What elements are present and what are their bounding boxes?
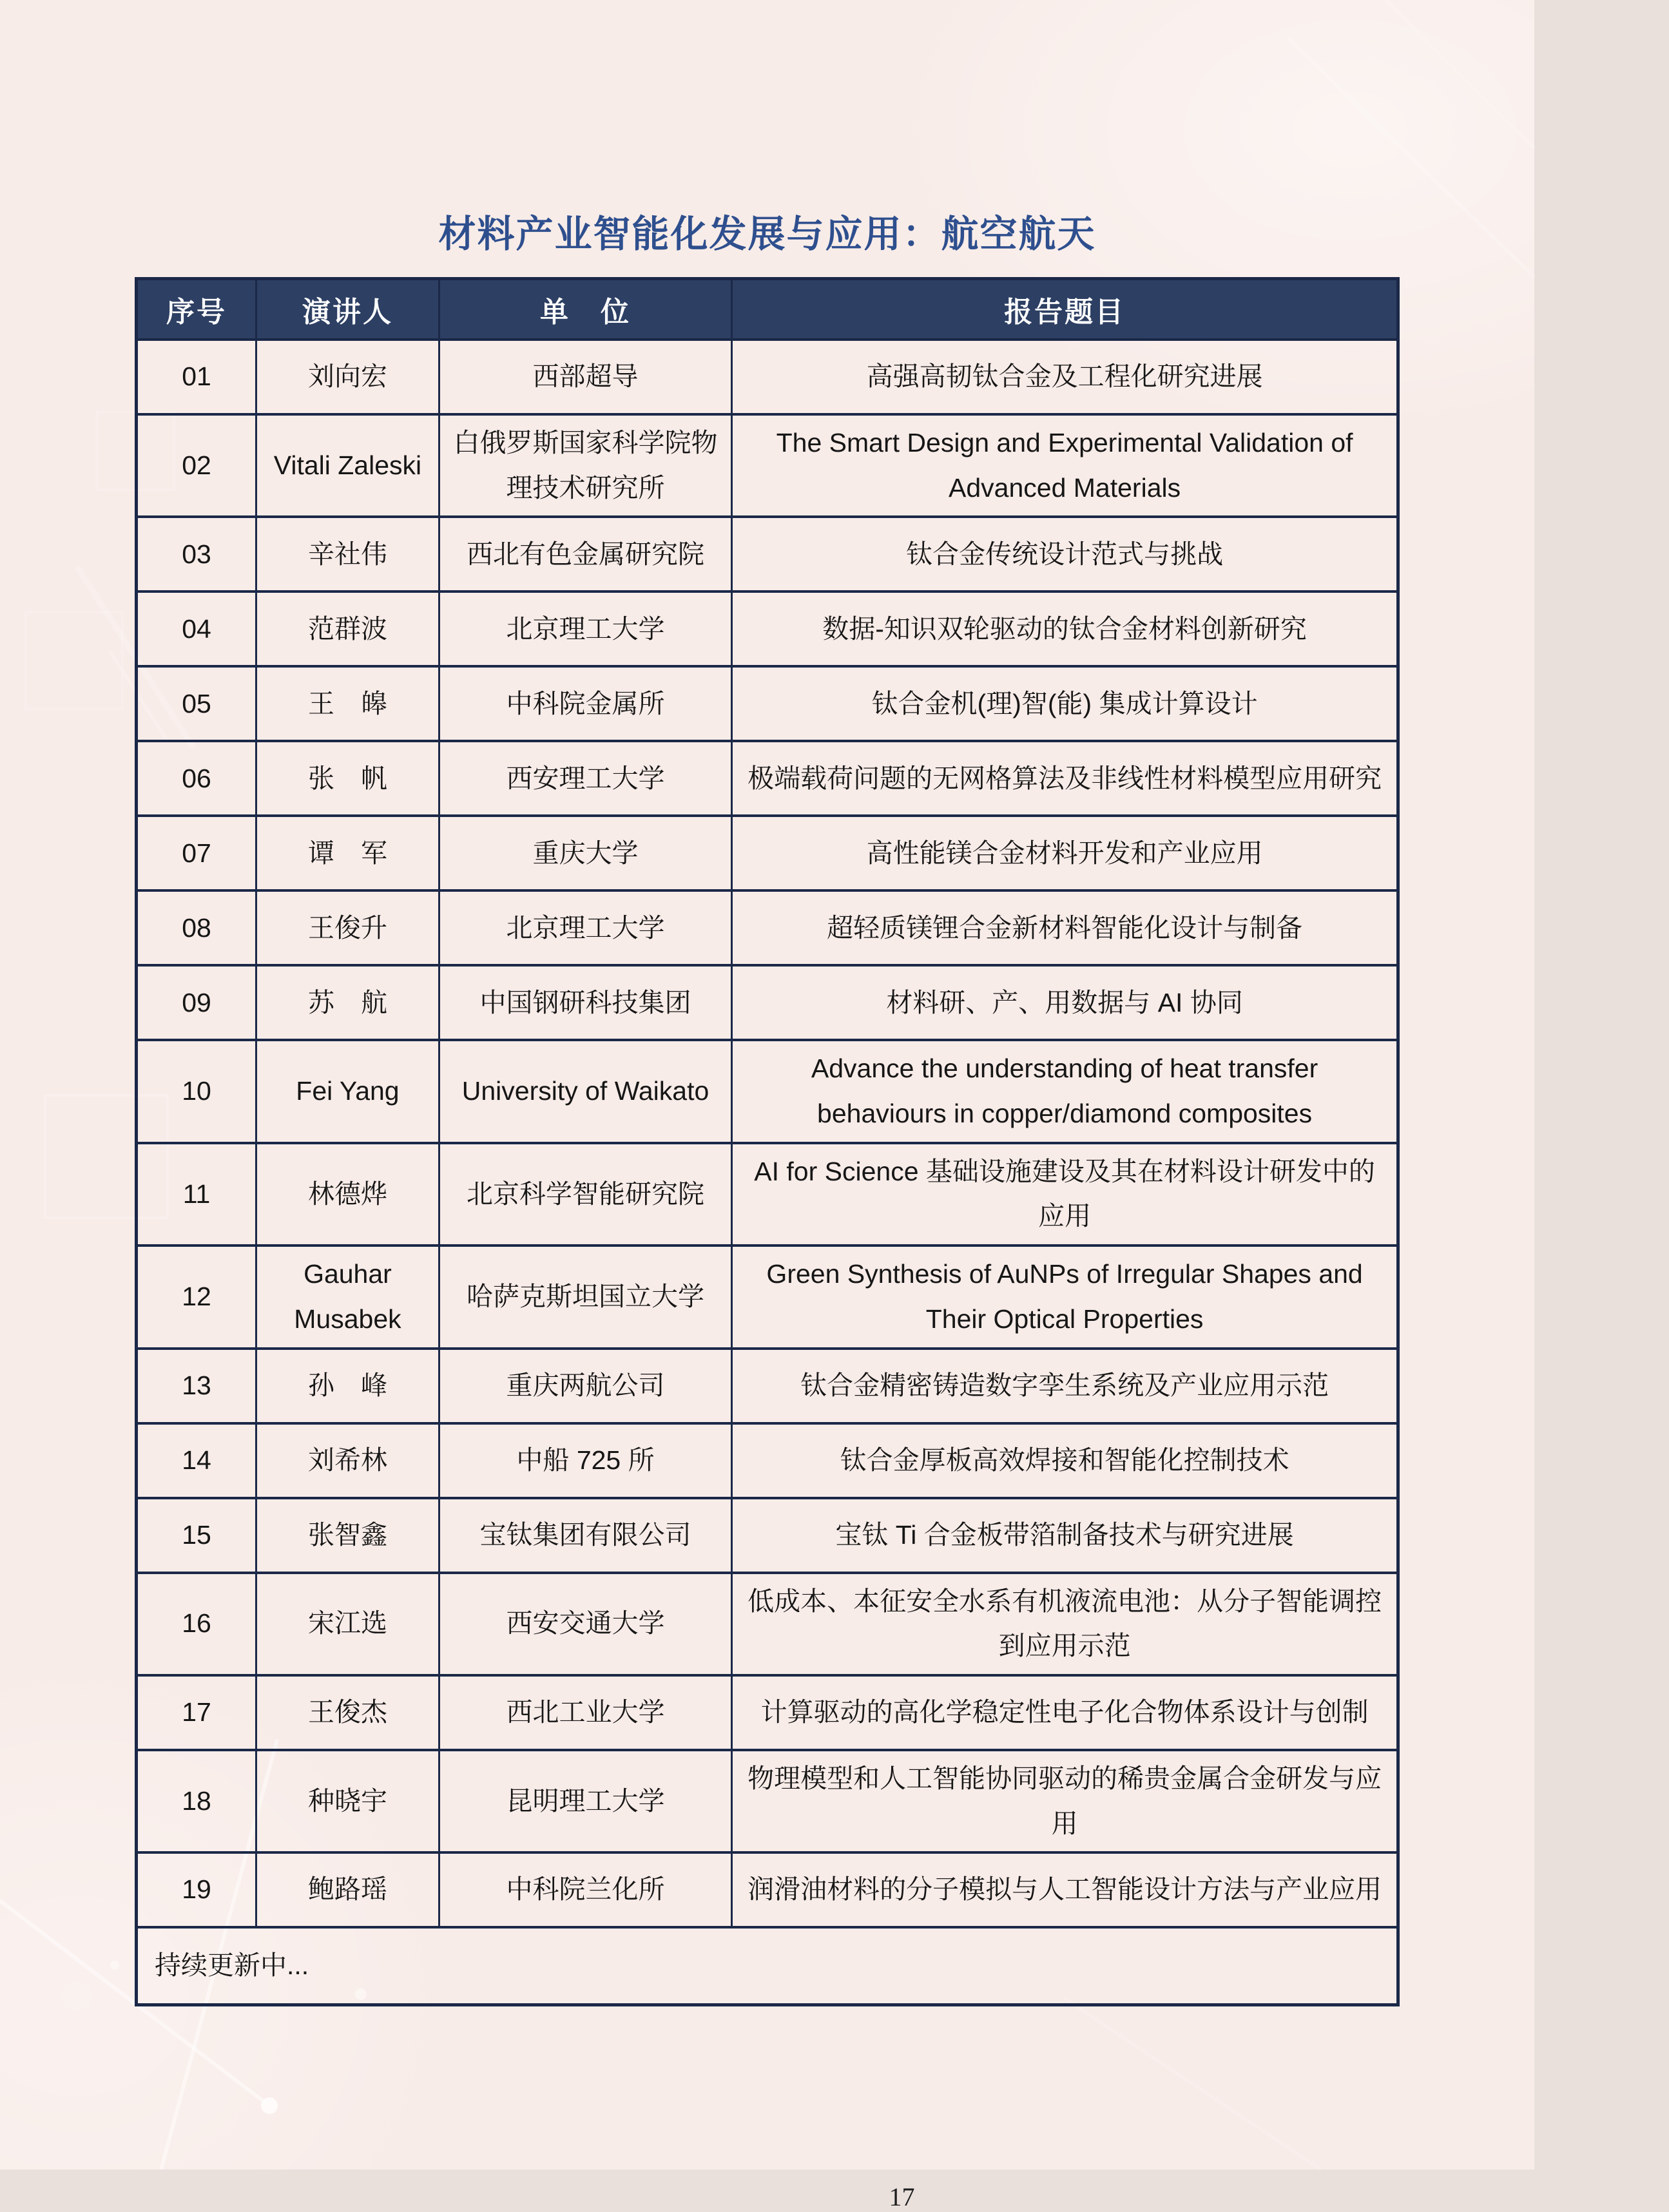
table-row	[137, 1423, 1398, 1498]
row-number-cell: 12	[137, 1245, 256, 1348]
topic-cell: 超轻质镁锂合金新材料智能化设计与制备	[732, 890, 1398, 965]
page-title: 材料产业智能化发展与应用：航空航天	[438, 213, 1096, 255]
speaker-cell: 苏 航	[256, 965, 439, 1040]
topic-cell: 高强高韧钛合金及工程化研究进展	[732, 340, 1398, 414]
speaker-cell: 王 皞	[256, 666, 439, 741]
speaker-cell: 刘向宏	[256, 340, 439, 414]
org-cell: 中船 725 所	[439, 1423, 731, 1498]
footer-note: 持续更新中...	[137, 1927, 1398, 2005]
table-row	[137, 1852, 1398, 1927]
table-footer-row	[137, 1927, 1398, 2005]
org-cell: 白俄罗斯国家科学院物理技术研究所	[439, 414, 731, 517]
row-number-cell: 19	[137, 1852, 256, 1927]
org-cell: University of Waikato	[439, 1040, 731, 1142]
table-row	[137, 1143, 1398, 1245]
topic-cell: 钛合金厚板高效焊接和智能化控制技术	[732, 1423, 1398, 1498]
speaker-cell: 辛社伟	[256, 517, 439, 591]
org-cell: 哈萨克斯坦国立大学	[439, 1245, 731, 1348]
topic-cell: 钛合金精密铸造数字孪生系统及产业应用示范	[732, 1349, 1398, 1423]
speaker-cell: 孙 峰	[256, 1349, 439, 1423]
speaker-cell: 林德烨	[256, 1143, 439, 1245]
org-cell: 中国钢研科技集团	[439, 965, 731, 1040]
col-header-speaker: 演讲人	[256, 279, 439, 340]
topic-cell: AI for Science 基础设施建设及其在材料设计研发中的应用	[732, 1143, 1398, 1245]
table-header-row	[137, 279, 1398, 340]
row-number-cell: 01	[137, 340, 256, 414]
topic-cell: 物理模型和人工智能协同驱动的稀贵金属合金研发与应用	[732, 1750, 1398, 1852]
org-cell: 宝钛集团有限公司	[439, 1498, 731, 1573]
table-row	[137, 1349, 1398, 1423]
row-number-cell: 15	[137, 1498, 256, 1573]
table-row	[137, 340, 1398, 414]
speaker-cell: 宋江选	[256, 1573, 439, 1675]
col-header-topic: 报告题目	[732, 279, 1398, 340]
topic-cell: 计算驱动的高化学稳定性电子化合物体系设计与创制	[732, 1675, 1398, 1750]
topic-cell: The Smart Design and Experimental Validation of Advanced Materials	[732, 414, 1398, 517]
row-number-cell: 10	[137, 1040, 256, 1142]
row-number-cell: 06	[137, 741, 256, 816]
row-number-cell: 13	[137, 1349, 256, 1423]
speaker-cell: Fei Yang	[256, 1040, 439, 1142]
table-row	[137, 1573, 1398, 1675]
org-cell: 中科院金属所	[439, 666, 731, 741]
speaker-cell: 刘希林	[256, 1423, 439, 1498]
org-cell: 北京科学智能研究院	[439, 1143, 731, 1245]
table-row	[137, 1750, 1398, 1852]
table-row	[137, 741, 1398, 816]
org-cell: 西部超导	[439, 340, 731, 414]
row-number-cell: 09	[137, 965, 256, 1040]
speaker-cell: 种晓宇	[256, 1750, 439, 1852]
table-row	[137, 1245, 1398, 1348]
table-body	[137, 340, 1398, 1927]
row-number-cell: 03	[137, 517, 256, 591]
topic-cell: 钛合金传统设计范式与挑战	[732, 517, 1398, 591]
table-row	[137, 1675, 1398, 1750]
program-section	[135, 204, 1400, 2211]
topic-cell: 材料研、产、用数据与 AI 协同	[732, 965, 1398, 1040]
speaker-cell: Vitali Zaleski	[256, 414, 439, 517]
topic-cell: Green Synthesis of AuNPs of Irregular Shapes and Their Optical Properties	[732, 1245, 1398, 1348]
row-number-cell: 05	[137, 666, 256, 741]
topic-cell: 润滑油材料的分子模拟与人工智能设计方法与产业应用	[732, 1852, 1398, 1927]
speaker-cell: 鲍路瑶	[256, 1852, 439, 1927]
org-cell: 西安理工大学	[439, 741, 731, 816]
topic-cell: 高性能镁合金材料开发和产业应用	[732, 816, 1398, 890]
org-cell: 北京理工大学	[439, 890, 731, 965]
row-number-cell: 02	[137, 414, 256, 517]
topic-cell: 极端载荷问题的无网格算法及非线性材料模型应用研究	[732, 741, 1398, 816]
org-cell: 重庆大学	[439, 816, 731, 890]
table-row	[137, 890, 1398, 965]
page-number: 17	[889, 2182, 915, 2211]
row-number-cell: 14	[137, 1423, 256, 1498]
topic-cell: 宝钛 Ti 合金板带箔制备技术与研究进展	[732, 1498, 1398, 1573]
topic-cell: 低成本、本征安全水系有机液流电池：从分子智能调控到应用示范	[732, 1573, 1398, 1675]
table-row	[137, 816, 1398, 890]
table-row	[137, 517, 1398, 591]
org-cell: 西北有色金属研究院	[439, 517, 731, 591]
program-table	[135, 277, 1400, 2006]
org-cell: 西安交通大学	[439, 1573, 731, 1675]
row-number-cell: 17	[137, 1675, 256, 1750]
table-row	[137, 1498, 1398, 1573]
speaker-cell: 王俊杰	[256, 1675, 439, 1750]
table-row	[137, 965, 1398, 1040]
row-number-cell: 11	[137, 1143, 256, 1245]
speaker-cell: Gauhar Musabek	[256, 1245, 439, 1348]
col-header-number: 序号	[137, 279, 256, 340]
topic-cell: 钛合金机(理)智(能) 集成计算设计	[732, 666, 1398, 741]
org-cell: 重庆两航公司	[439, 1349, 731, 1423]
table-row	[137, 1040, 1398, 1142]
speaker-cell: 王俊升	[256, 890, 439, 965]
col-header-org: 单 位	[439, 279, 731, 340]
row-number-cell: 16	[137, 1573, 256, 1675]
speaker-cell: 谭 军	[256, 816, 439, 890]
table-row	[137, 414, 1398, 517]
table-row	[137, 666, 1398, 741]
table-row	[137, 591, 1398, 666]
row-number-cell: 07	[137, 816, 256, 890]
row-number-cell: 18	[137, 1750, 256, 1852]
row-number-cell: 04	[137, 591, 256, 666]
speaker-cell: 范群波	[256, 591, 439, 666]
topic-cell: 数据-知识双轮驱动的钛合金材料创新研究	[732, 591, 1398, 666]
org-cell: 中科院兰化所	[439, 1852, 731, 1927]
org-cell: 昆明理工大学	[439, 1750, 731, 1852]
topic-cell: Advance the understanding of heat transfer behaviours in copper/diamond composites	[732, 1040, 1398, 1142]
speaker-cell: 张智鑫	[256, 1498, 439, 1573]
speaker-cell: 张 帆	[256, 741, 439, 816]
row-number-cell: 08	[137, 890, 256, 965]
org-cell: 北京理工大学	[439, 591, 731, 666]
org-cell: 西北工业大学	[439, 1675, 731, 1750]
